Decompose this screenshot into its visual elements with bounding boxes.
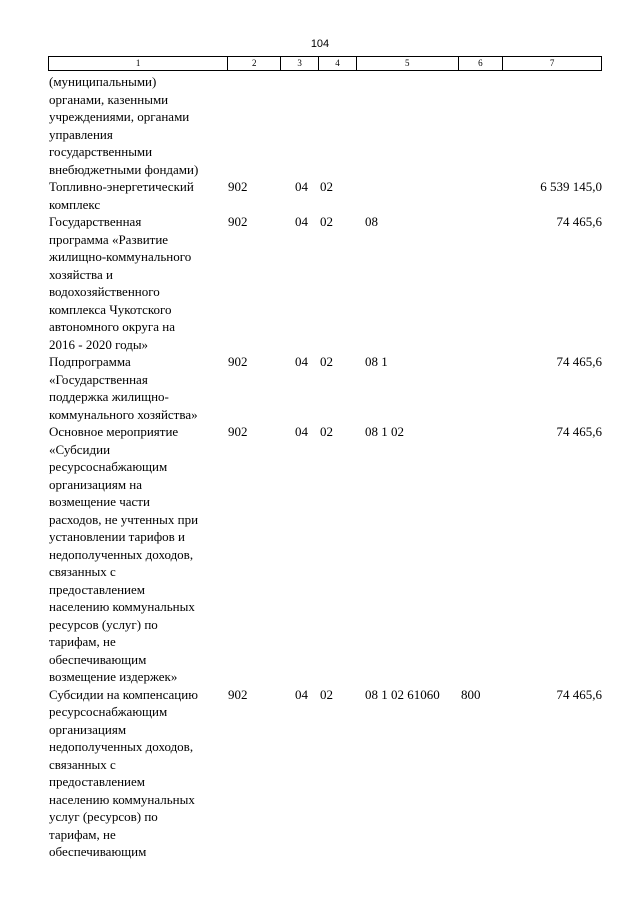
row-name-cell: Топливно-энергетический комплекс: [49, 179, 194, 212]
column-header-5: 5: [357, 57, 459, 70]
page-number: 104: [310, 38, 330, 50]
table-row: [48, 423, 602, 686]
table-row: [48, 213, 602, 353]
amount-cell: 74 465,6: [556, 214, 602, 229]
ministry-code-cell: 902: [228, 179, 248, 194]
subsection-code-cell: 02: [320, 424, 333, 439]
section-code-cell: 04: [295, 354, 308, 369]
target-article-cell: 08 1: [365, 354, 388, 369]
row-name-cell: Государственная программа «Развитие жилищно-коммунального хозяйства и водохозяйственного комплекса Чукотского автономного округа на 2016 - 2020 годы»: [49, 214, 192, 352]
ministry-code-cell: 902: [228, 424, 248, 439]
row-name-cell: (муниципальными) органами, казенными учреждениями, органами управления государственными внебюджетными фондами): [49, 74, 199, 177]
column-header-4: 4: [319, 57, 357, 70]
row-name-cell: Субсидии на компенсацию ресурсоснабжающим организациям недополученных доходов, связанных с предоставлением населению коммунальных услуг (ресурсов) по тарифам, не обеспечивающим: [49, 686, 198, 859]
subsection-code-cell: 02: [320, 686, 333, 702]
table-row: [48, 178, 602, 213]
target-article-cell: 08: [365, 214, 378, 229]
table-row: [48, 686, 602, 861]
section-code-cell: 04: [295, 214, 308, 229]
section-code-cell: 04: [295, 424, 308, 439]
table-header-row: [48, 56, 602, 71]
subsection-code-cell: 02: [320, 214, 333, 229]
amount-cell: 74 465,6: [556, 686, 602, 702]
section-code-cell: 04: [295, 179, 308, 194]
amount-cell: 74 465,6: [556, 354, 602, 369]
row-name-cell: Подпрограмма «Государственная поддержка жилищно- коммунального хозяйства»: [49, 354, 198, 422]
target-article-cell: 08 1 02: [365, 424, 404, 439]
ministry-code-cell: 902: [228, 214, 248, 229]
column-header-7: 7: [549, 58, 555, 68]
ministry-code-cell: 902: [228, 354, 248, 369]
table-row: [48, 353, 602, 423]
column-header-1: 1: [49, 57, 228, 70]
column-header-6: 6: [459, 57, 504, 70]
expense-type-cell: 800: [461, 686, 481, 702]
amount-cell: 6 539 145,0: [540, 179, 602, 194]
amount-cell: 74 465,6: [556, 424, 602, 439]
column-header-3: 3: [281, 57, 319, 70]
row-name-cell: Основное мероприятие «Субсидии ресурсоснабжающим организациям на возмещение части расходов, не учтенных при установлении тарифов и недополученных доходов, связанных с предоставлением населению коммунальных ресурсов (услуг) по тарифам, не обеспечивающим возмещение издержек»: [49, 424, 199, 684]
section-code-cell: 04: [295, 686, 308, 702]
subsection-code-cell: 02: [320, 354, 333, 369]
column-header-2: 2: [228, 57, 281, 70]
ministry-code-cell: 902: [228, 686, 248, 702]
table-row: [48, 73, 602, 178]
subsection-code-cell: 02: [320, 179, 333, 194]
target-article-cell: 08 1 02 61060: [365, 686, 440, 702]
budget-table-body: [48, 73, 602, 861]
